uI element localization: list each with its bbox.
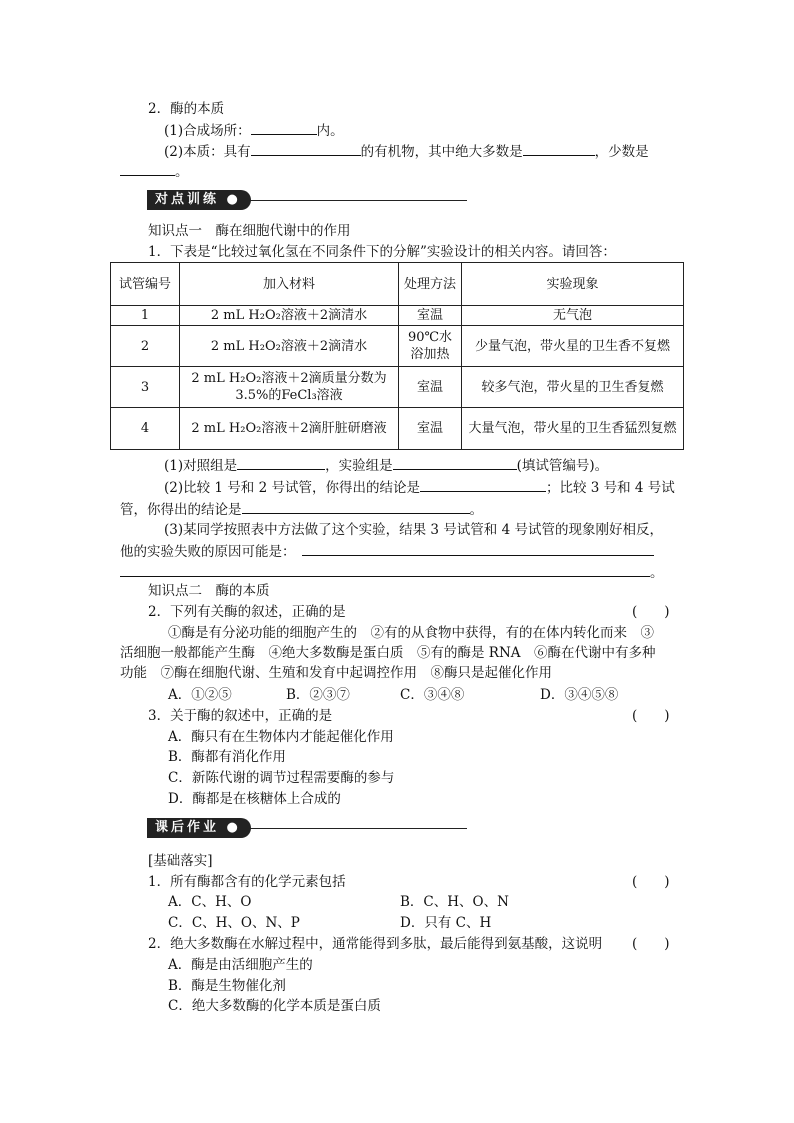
answer-paren[interactable]: ( ) bbox=[632, 708, 670, 724]
sub3-line: (3)某同学按照表中方法做了这个实验，结果 3 号试管和 4 号试管的现象刚好相反， bbox=[164, 522, 663, 538]
table-header-row bbox=[111, 263, 684, 306]
cell: 室温 bbox=[399, 408, 462, 450]
header-materials: 加入材料 bbox=[180, 263, 399, 306]
synthesis-site-label: (1)合成场所： bbox=[164, 123, 251, 139]
q2-statement-line: 活细胞一般都能产生酶 ④绝大多数酶是蛋白质 ⑤有的酶是 RNA ⑥酶在代谢中有多种 bbox=[120, 645, 656, 661]
essence-minority: ，少数是 bbox=[594, 144, 649, 160]
answer-blank[interactable] bbox=[393, 455, 517, 470]
sub2-cont: 管，你得出的结论是 bbox=[120, 502, 242, 518]
option-b[interactable]: B．酶都有消化作用 bbox=[168, 749, 286, 765]
q1-stem: 1．下表是“比较过氧化氢在不同条件下的分解”实验设计的相关内容。请回答： bbox=[148, 244, 616, 260]
hw-q1-stem: 1．所有酶都含有的化学元素包括 bbox=[148, 874, 346, 890]
table-row bbox=[111, 306, 684, 326]
q2-stem: 2．下列有关酶的叙述，正确的是 bbox=[148, 604, 346, 620]
cell: 大量气泡，带火星的卫生香猛烈复燃 bbox=[462, 408, 684, 450]
answer-blank[interactable] bbox=[242, 499, 470, 514]
sub2-line-2 bbox=[120, 499, 483, 519]
answer-blank[interactable] bbox=[302, 541, 654, 556]
cell: 较多气泡，带火星的卫生香复燃 bbox=[462, 367, 684, 408]
hw-q2-stem: 2．绝大多数酶在水解过程中，通常能得到多肽，最后能得到氨基酸，这说明 bbox=[148, 936, 603, 952]
cell: 2 bbox=[111, 326, 180, 367]
cell: 室温 bbox=[399, 306, 462, 326]
sub1-middle: ，实验组是 bbox=[325, 458, 393, 474]
homework-banner-label: 课后作业 ● bbox=[147, 818, 251, 838]
answer-blank[interactable] bbox=[251, 120, 317, 135]
option-c[interactable]: C．新陈代谢的调节过程需要酶的参与 bbox=[168, 770, 395, 786]
q2-statement-line: 功能 ⑦酶在细胞代谢、生殖和发育中起调控作用 ⑧酶只是起催化作用 bbox=[120, 665, 552, 681]
answer-paren[interactable]: ( ) bbox=[632, 604, 670, 620]
q3-stem: 3．关于酶的叙述中，正确的是 bbox=[148, 708, 333, 724]
answer-paren[interactable]: ( ) bbox=[632, 936, 670, 952]
option-c[interactable]: C．③④⑧ bbox=[400, 687, 465, 703]
q2-statement-line: ①酶是有分泌功能的细胞产生的 ②有的从食物中获得，有的在体内转化而来 ③ bbox=[168, 625, 654, 641]
option-c[interactable]: C．绝大多数酶的化学本质是蛋白质 bbox=[168, 998, 381, 1014]
cell: 室温 bbox=[399, 367, 462, 408]
cell: 2 mL H₂O₂溶液＋2滴质量分数为3.5%的FeCl₃溶液 bbox=[180, 367, 399, 408]
answer-blank[interactable] bbox=[237, 455, 325, 470]
sub3-line-2 bbox=[120, 541, 654, 561]
line-end: 。 bbox=[469, 502, 483, 518]
practice-banner bbox=[147, 190, 467, 210]
option-a[interactable]: A．C、H、O bbox=[168, 894, 252, 910]
answer-blank[interactable] bbox=[120, 562, 650, 577]
line-end: 。 bbox=[650, 565, 664, 581]
option-b[interactable]: B．②③⑦ bbox=[286, 687, 350, 703]
essence-label: (2)本质：具有 bbox=[164, 144, 251, 160]
essence-line-2 bbox=[120, 161, 189, 181]
table-row bbox=[111, 326, 684, 367]
answer-paren[interactable]: ( ) bbox=[632, 874, 670, 890]
option-c[interactable]: C．C、H、O、N、P bbox=[168, 915, 300, 931]
answer-blank[interactable] bbox=[251, 141, 361, 156]
table-row bbox=[111, 367, 684, 408]
cell: 少量气泡，带火星的卫生香不复燃 bbox=[462, 326, 684, 367]
sub1-label: (1)对照组是 bbox=[164, 458, 238, 474]
option-d[interactable]: D．只有 C、H bbox=[400, 915, 492, 931]
option-b[interactable]: B．酶是生物催化剂 bbox=[168, 978, 286, 994]
sub1-line bbox=[164, 455, 608, 475]
sub3-label: 他的实验失败的原因可能是： bbox=[120, 544, 296, 560]
answer-blank[interactable] bbox=[120, 161, 175, 176]
sub2-line bbox=[164, 477, 675, 497]
cell: 90℃水浴加热 bbox=[399, 326, 462, 367]
header-phenomenon: 实验现象 bbox=[462, 263, 684, 306]
practice-banner-label: 对点训练 ● bbox=[147, 190, 251, 210]
line-end: 。 bbox=[175, 164, 189, 180]
answer-blank[interactable] bbox=[523, 141, 595, 156]
homework-banner bbox=[147, 818, 467, 838]
option-a[interactable]: A．酶只有在生物体内才能起催化作用 bbox=[168, 729, 394, 745]
option-d[interactable]: D．③④⑤⑧ bbox=[540, 687, 619, 703]
option-a[interactable]: A．①②⑤ bbox=[168, 687, 232, 703]
table-row bbox=[111, 408, 684, 450]
cell: 1 bbox=[111, 306, 180, 326]
kp2-heading: 知识点二 酶的本质 bbox=[148, 583, 270, 599]
option-b[interactable]: B．C、H、O、N bbox=[400, 894, 509, 910]
cell: 无气泡 bbox=[462, 306, 684, 326]
synthesis-site-suffix: 内。 bbox=[316, 123, 344, 139]
essence-line bbox=[164, 141, 649, 161]
cell: 2 mL H₂O₂溶液＋2滴清水 bbox=[180, 326, 399, 367]
sub3-line-3 bbox=[120, 562, 664, 582]
cell: 2 mL H₂O₂溶液＋2滴肝脏研磨液 bbox=[180, 408, 399, 450]
synthesis-site-line bbox=[164, 120, 344, 140]
experiment-table bbox=[110, 262, 684, 450]
answer-blank[interactable] bbox=[420, 477, 546, 492]
sub1-suffix: (填试管编号)。 bbox=[516, 458, 609, 474]
banner-rule bbox=[245, 200, 467, 201]
cell: 3 bbox=[111, 367, 180, 408]
section-title: 2．酶的本质 bbox=[148, 101, 225, 117]
hw-heading: [基础落实] bbox=[148, 853, 213, 869]
banner-rule bbox=[245, 828, 467, 829]
sub2-middle: ；比较 3 号和 4 号试 bbox=[545, 480, 675, 496]
cell: 2 mL H₂O₂溶液＋2滴清水 bbox=[180, 306, 399, 326]
header-treatment: 处理方法 bbox=[399, 263, 462, 306]
essence-middle: 的有机物，其中绝大多数是 bbox=[360, 144, 523, 160]
cell: 4 bbox=[111, 408, 180, 450]
header-tube-no: 试管编号 bbox=[111, 263, 180, 306]
option-a[interactable]: A．酶是由活细胞产生的 bbox=[168, 957, 313, 973]
option-d[interactable]: D．酶都是在核糖体上合成的 bbox=[168, 791, 341, 807]
kp1-heading: 知识点一 酶在细胞代谢中的作用 bbox=[148, 223, 351, 239]
sub2-label: (2)比较 1 号和 2 号试管，你得出的结论是 bbox=[164, 480, 420, 496]
